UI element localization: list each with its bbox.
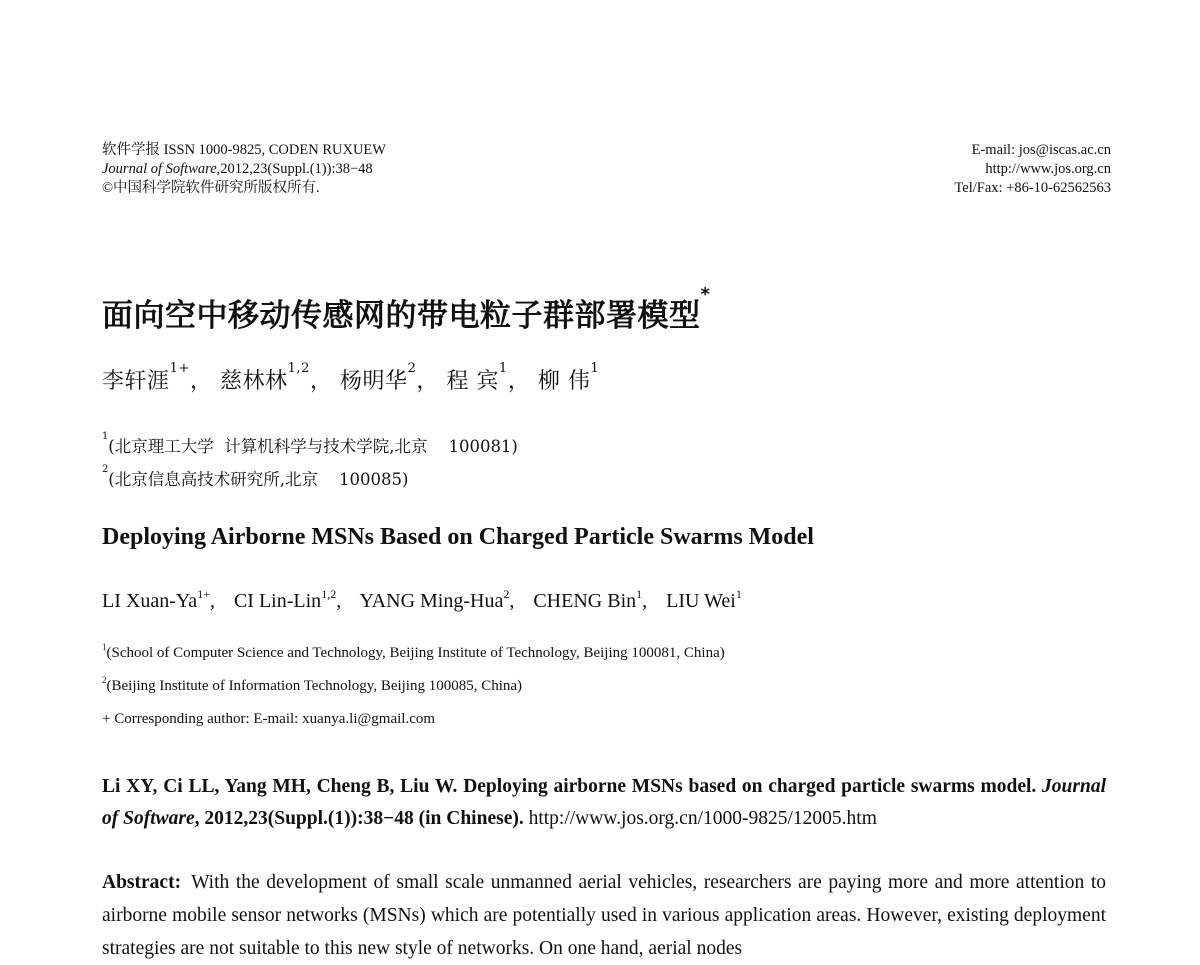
english-affiliation-2 [102, 675, 523, 695]
citation-journal: Journal of Software [102, 776, 1106, 829]
author-sup: 2 [503, 587, 510, 601]
affiliation-text: (北京理工大学 计算机科学与技术学院,北京 100081) [108, 437, 518, 456]
author-name: 程 宾 [446, 369, 499, 394]
chinese-title-text: 面向空中移动传感网的带电粒子群部署模型 [102, 298, 701, 334]
affiliation-text: (北京信息高技术研究所,北京 100085) [108, 470, 409, 489]
chinese-title [102, 284, 711, 335]
author-name: YANG Ming-Hua [359, 590, 504, 612]
author-sup: 1,2 [287, 361, 310, 376]
journal-email: E-mail: jos@iscas.ac.cn [971, 142, 1111, 158]
citation-details: , 2012,23(Suppl.(1)):38−48 (in Chinese). [194, 808, 529, 829]
chinese-authors [102, 361, 600, 395]
author-sup: 1,2 [321, 587, 337, 601]
affiliation-sup: 1 [102, 431, 109, 442]
affiliation-sup: 2 [102, 464, 109, 475]
author-separator: ， [309, 369, 333, 394]
abstract-text: With the development of small scale unmanned aerial vehicles, researchers are paying more and more attention to airborne mobile sensor networks (MSNs) which are potentially used in various application areas. However, existing deployment strategies are not suitable to this new style of networks. On one hand, aerial nodes [102, 872, 1106, 959]
author-separator: , [509, 590, 515, 612]
author-sup: 1+ [169, 361, 190, 376]
author-name: 李轩涯 [102, 369, 170, 394]
journal-url: http://www.jos.org.cn [985, 161, 1111, 177]
author-sup: 1 [636, 587, 643, 601]
abstract-label: Abstract: [102, 872, 182, 893]
english-affiliation-1 [102, 642, 725, 662]
title-footnote-mark: * [700, 284, 711, 305]
author-sup: 1+ [197, 587, 210, 601]
journal-header-left [102, 141, 386, 198]
author-separator: , [209, 590, 215, 612]
author-name: CHENG Bin [533, 590, 637, 612]
author-separator: , [336, 590, 342, 612]
author-sup: 1 [498, 361, 508, 376]
author-separator: ， [189, 369, 213, 394]
citation-url: http://www.jos.org.cn/1000-9825/12005.htm [528, 808, 877, 829]
author-name: CI Lin-Lin [233, 590, 322, 612]
chinese-affiliation-1 [102, 433, 518, 457]
journal-tel: Tel/Fax: +86-10-62562563 [954, 180, 1111, 196]
citation [102, 771, 1106, 835]
author-separator: ， [507, 369, 531, 394]
journal-name: Journal of Software [102, 161, 217, 177]
copyright-line: ©中国科学院软件研究所版权所有. [102, 180, 320, 196]
author-name: 慈林林 [219, 369, 288, 394]
journal-issue: ,2012,23(Suppl.(1)):38−48 [216, 161, 373, 177]
author-sup: 2 [407, 361, 417, 376]
journal-issn-line: 软件学报 ISSN 1000-9825, CODEN RUXUEW [102, 142, 386, 158]
affiliation-sup: 2 [102, 675, 107, 685]
affiliation-text: (School of Computer Science and Technology, Beijing Institute of Technology, Beijing 100081, China) [106, 645, 725, 661]
author-separator: , [642, 590, 648, 612]
journal-header-right [954, 141, 1111, 198]
author-sup: 1 [590, 361, 600, 376]
affiliation-text: (Beijing Institute of Information Technology, Beijing 100085, China) [106, 678, 523, 694]
author-name: 杨明华 [340, 369, 408, 394]
chinese-affiliation-2 [102, 466, 408, 490]
author-name: LIU Wei [666, 590, 736, 612]
journal-issue-line [102, 160, 386, 179]
english-authors [102, 587, 742, 613]
author-sup: 1 [735, 587, 742, 601]
author-name: LI Xuan-Ya [102, 590, 198, 612]
affiliation-sup: 1 [102, 642, 107, 652]
english-title: Deploying Airborne MSNs Based on Charged Particle Swarms Model [102, 524, 814, 550]
author-separator: ， [416, 369, 439, 394]
citation-text: Li XY, Ci LL, Yang MH, Cheng B, Liu W. Deploying airborne MSNs based on charged particle swarms model. [102, 776, 1043, 797]
abstract [102, 866, 1106, 965]
author-name: 柳 伟 [537, 369, 591, 394]
corresponding-author: + Corresponding author: E-mail: xuanya.li@gmail.com [102, 711, 436, 727]
